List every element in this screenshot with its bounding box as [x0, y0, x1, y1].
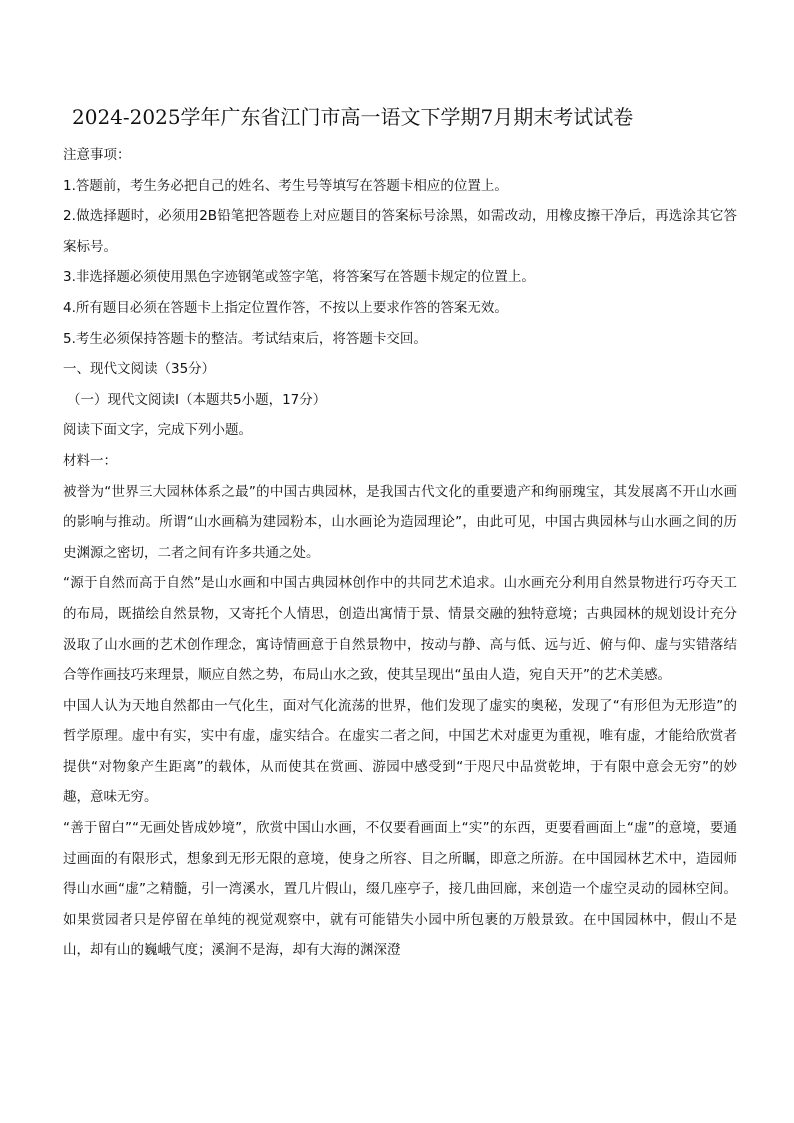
paragraph: 中国人认为天地自然都由一气化生，面对气化流荡的世界，他们发现了虚实的奥秘，发现了“有形但为无形造”的哲学原理。虚中有实，实中有虚，虚实结合。在虚实二者之间，中国艺术对虚更为重视，唯有虚，才能给欣赏者提供“对物象产生距离”的载体，从而使其在赏画、游园中感受到“于咫尺中品赏乾坤，于有限中意会无穷”的妙趣，意味无穷。 [63, 697, 737, 806]
reading-instruction: 阅读下面文字，完成下列小题。 [63, 422, 252, 439]
notice-item-1: 1.答题前，考生务必把自己的姓名、考生号等填写在答题卡相应的位置上。 [63, 177, 508, 194]
material-label: 材料一： [63, 452, 117, 469]
page-title: 2024-2025学年广东省江门市高一语文下学期7月期末考试试卷 [72, 105, 634, 129]
paragraph: 被誉为“世界三大园林体系之最”的中国古典园林，是我国古代文化的重要遗产和绚丽瑰宝，其发展离不开山水画的影响与推动。所谓“山水画稿为建园粉本，山水画论为造园理论”，由此可见，中国古典园林与山水画之间的历史渊源之密切，二者之间有许多共通之处。 [63, 483, 737, 561]
exam-body [63, 140, 737, 966]
notice-heading: 注意事项： [63, 147, 131, 163]
notice-item-2: 2.做选择题时，必须用2B铅笔把答题卷上对应题目的答案标号涂黑，如需改动，用橡皮擦干净后，再选涂其它答案标号。 [63, 208, 737, 255]
paragraph: “善于留白”“无画处皆成妙境”，欣赏中国山水画，不仅要看画面上“实”的东西，更要看画面上“虚”的意境，要通过画面的有限形式，想象到无形无限的意境，使身之所容、目之所瞩，即意之所游。在中国园林艺术中，造园师得山水画“虚”之精髓，引一湾溪水，置几片假山，缀几座亭子，接几曲回廊，来创造一个虚空灵动的园林空间。如果赏园者只是停留在单纯的视觉观察中，就有可能错失小园中所包裹的万般景致。在中国园林中，假山不是山，却有山的巍峨气度；溪涧不是海，却有大海的渊深澄 [63, 820, 737, 959]
paragraph: “源于自然而高于自然”是山水画和中国古典园林创作中的共同艺术追求。山水画充分利用自然景物进行巧夺天工的布局，既描绘自然景物，又寄托个人情思，创造出寓情于景、情景交融的独特意境；古典园林的规划设计充分汲取了山水画的艺术创作理念，寓诗情画意于自然景物中，按动与静、高与低、远与近、俯与仰、虚与实错落结合等作画技巧来理景，顺应自然之势，布局山水之致，使其呈现出“虽由人造，宛自天开”的艺术美感。 [63, 575, 737, 684]
notice-item-5: 5.考生必须保持答题卡的整洁。考试结束后，将答题卡交回。 [63, 330, 427, 347]
notice-item-4: 4.所有题目必须在答题卡上指定位置作答，不按以上要求作答的答案无效。 [63, 299, 508, 316]
notice-item-3: 3.非选择题必须使用黑色字迹钢笔或签字笔，将答案写在答题卡规定的位置上。 [63, 269, 535, 286]
section-subheading: （一）现代文阅读Ⅰ（本题共5小题，17分） [67, 391, 327, 408]
section-heading: 一、现代文阅读（35分） [63, 361, 216, 378]
